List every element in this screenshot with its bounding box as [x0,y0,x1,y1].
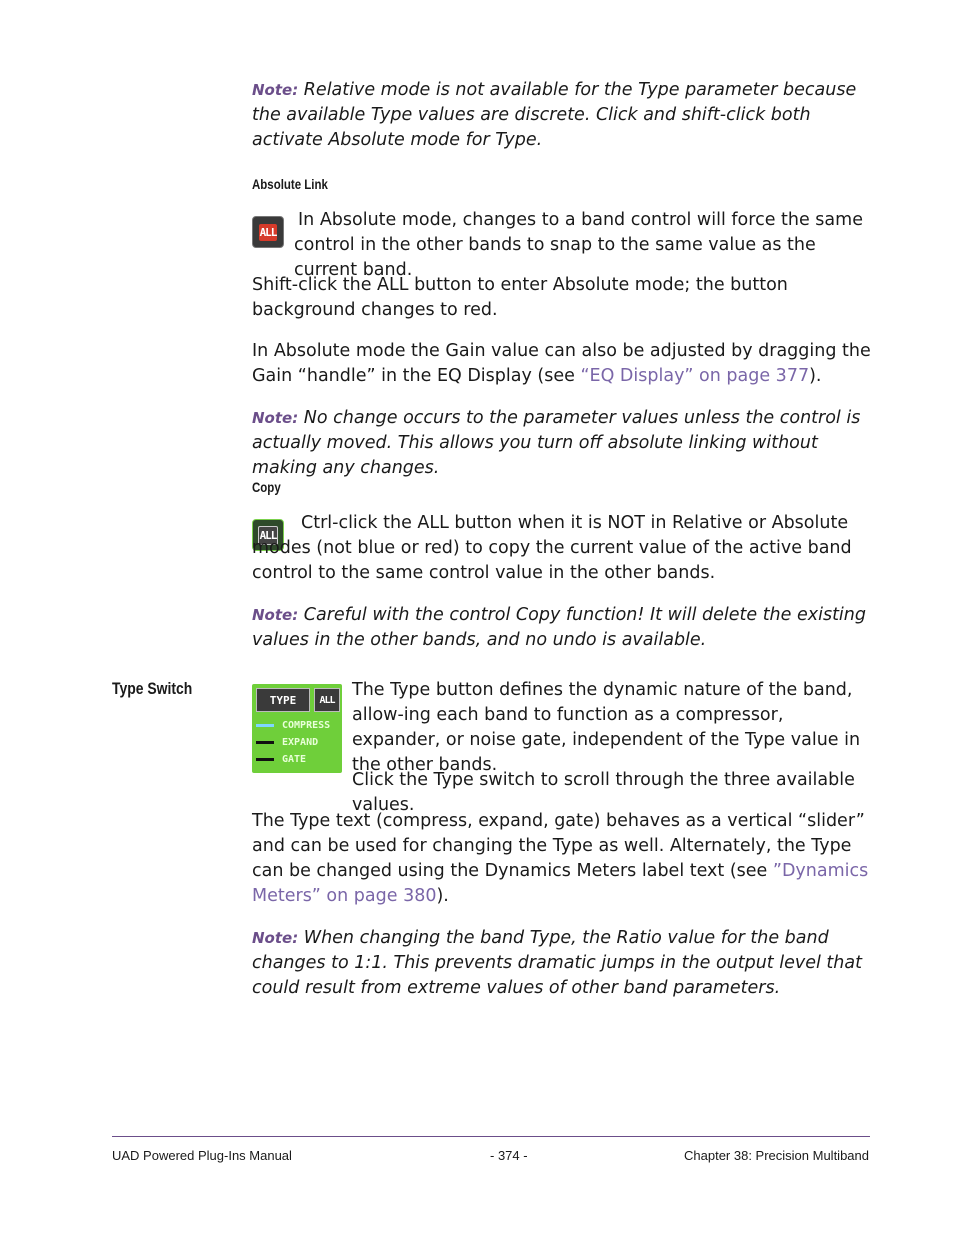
para-text: ). [809,366,822,386]
type-switch-para1: The Type button defines the dynamic nature of the band, allow-ing each band to function as a compressor, expander, or noise gate, independent of the Type value in the other bands. [352,680,861,775]
type-switch-heading: Type Switch [112,679,193,698]
type-switch-widget [252,684,342,773]
type-option-label: COMPRESS [282,719,331,731]
note-text: No change occurs to the parameter values unless the control is actually moved. This allows you turn off absolute linking without making any changes. [252,408,861,478]
note-text: Relative mode is not available for the Type parameter because the available Type values are discrete. Click and shift-click both activate Absolute mode for Type. [252,80,857,150]
note-label: Note: [252,929,299,947]
eq-display-link[interactable]: “EQ Display” on page 377 [580,366,810,386]
note-copy [252,603,872,653]
all-button-absolute-icon [252,216,284,248]
active-indicator-icon [256,724,274,727]
indicator-icon [256,758,274,761]
type-option-label: EXPAND [282,736,319,748]
para-text: ). [436,886,449,906]
note-text: When changing the band Type, the Ratio value for the band changes to 1:1. This prevents dramatic jumps in the output level that could result from extreme values of other band parameters. [252,928,862,998]
note-text: Careful with the control Copy function! It will delete the existing values in the other bands, and no undo is available. [252,605,866,650]
para-text: In Absolute mode the Gain value can also be adjusted by dragging the Gain “handle” in the EQ Display (see [252,341,871,386]
all-button-label: ALL [259,225,277,239]
note-absolute-link [252,406,872,481]
copy-para1: Ctrl-click the ALL button when it is NOT in Relative or Absolute modes (not blue or red) to copy the current value of the active band control to the same control value in the other bands. [252,513,852,583]
all-button-label: ALL [258,526,279,545]
type-option-expand [256,735,318,749]
absolute-link-heading: Absolute Link [252,176,328,192]
copy-heading: Copy [252,479,281,495]
all-button: ALL [314,688,340,712]
note-label: Note: [252,606,299,624]
absolute-link-para2: Shift-click the ALL button to enter Absolute mode; the button background changes to red. [252,275,788,320]
note-type-switch [252,926,872,1001]
footer-rule [112,1136,870,1137]
indicator-icon [256,741,274,744]
footer-page-number: - 374 - [490,1148,528,1163]
type-option-gate [256,752,306,766]
absolute-link-para1: In Absolute mode, changes to a band control will force the same control in the other bands to snap to the same value as the current band. [294,210,863,280]
type-switch-para3 [252,809,872,909]
footer-chapter: Chapter 38: Precision Multiband [684,1148,869,1163]
absolute-link-para3 [252,339,872,389]
note-label: Note: [252,409,299,427]
type-button: TYPE [256,688,310,712]
note-label: Note: [252,81,299,99]
dynamics-meters-link[interactable]: ”Dynamics Meters” on page 380 [252,861,869,906]
type-option-label: GATE [282,753,307,765]
type-switch-para2: Click the Type switch to scroll through the three available values. [352,770,855,815]
type-option-compress [256,718,330,732]
para-text: The Type text (compress, expand, gate) behaves as a vertical “slider” and can be used for changing the Type as well. Alternately, the Type can be changed using the Dynamics Meters label text (see [252,811,865,881]
footer-manual-title: UAD Powered Plug-Ins Manual [112,1148,292,1163]
note-type-relative [252,78,872,153]
